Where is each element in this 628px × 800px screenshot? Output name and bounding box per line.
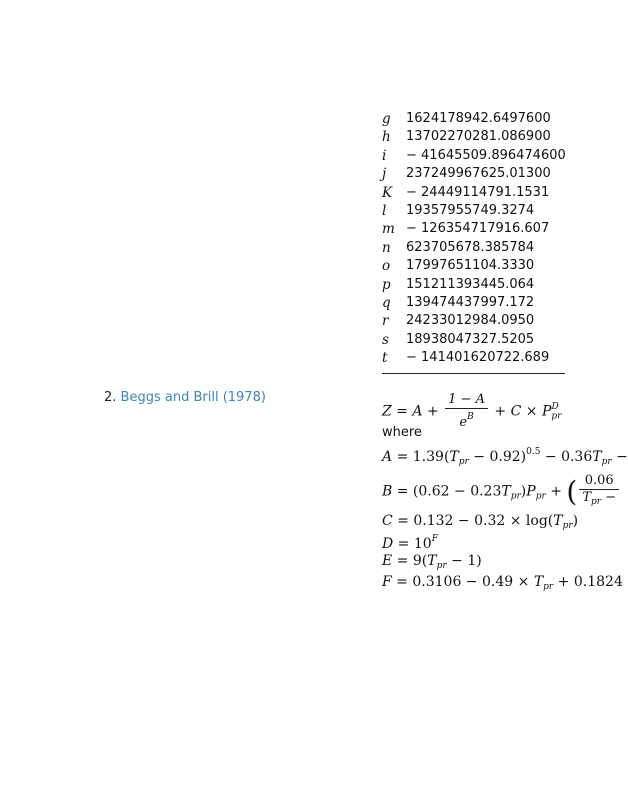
c-coef-2: 0.32: [474, 513, 506, 529]
coefficient-value: 24233012984.0950: [406, 313, 535, 329]
coefficient-value: 139474437997.172: [406, 294, 535, 310]
z-fraction: $\frac{1 - A}{e^B}$: [445, 392, 488, 431]
coefficient-name: q: [382, 294, 391, 311]
coefficient-row: [382, 294, 566, 312]
coefficient-name: o: [382, 258, 391, 275]
b-equation: $B = (0.62 - 0.23T_{pr})P_{pr}$ + ( $\frac{0.06}{T_{pr} -}$: [382, 473, 621, 510]
f-coef-2: 0.49: [482, 574, 514, 590]
b-fraction: $\frac{0.06}{T_{pr} -}$: [579, 473, 619, 510]
z-equation: Z = A + $\frac{1 - A}{e^B}$ + $C \times P_{pr}^D$: [382, 392, 562, 430]
coefficient-table: [382, 110, 566, 367]
coefficient-row: [382, 202, 566, 220]
coefficient-row: [382, 331, 566, 349]
coefficient-name: s: [382, 331, 389, 348]
coefficient-row: [382, 349, 566, 367]
f-coef-3: 0.1824: [573, 574, 623, 590]
coefficient-row: [382, 128, 566, 146]
coefficient-value: 13702270281.086900: [406, 129, 551, 145]
coefficient-value: − 141401620722.689: [406, 350, 550, 366]
coefficient-row: [382, 147, 566, 165]
coefficient-name: r: [382, 313, 389, 330]
coefficient-name: n: [382, 239, 391, 256]
e-coef-2: 1: [467, 553, 477, 569]
e-equation: $E = 9(T_{pr} - 1)$: [382, 553, 482, 571]
e-coef: 9: [412, 553, 422, 569]
d-base: 10: [413, 536, 432, 552]
f-coef-1: 0.3106: [412, 574, 462, 590]
coefficient-row: [382, 220, 566, 238]
where-label: where: [382, 425, 422, 440]
a-exponent: 0.5: [526, 447, 541, 457]
reference-item: [104, 390, 266, 405]
coefficient-name: p: [382, 276, 391, 293]
coefficient-value: − 24449114791.1531: [406, 184, 550, 200]
coefficient-name: m: [382, 221, 395, 238]
coefficient-value: − 126354717916.607: [406, 221, 550, 237]
coefficient-value: 18938047327.5205: [406, 331, 535, 347]
reference-number: 2.: [104, 390, 117, 405]
table-bottom-rule: [382, 373, 565, 374]
coefficient-row: [382, 276, 566, 294]
coefficient-value: 623705678.385784: [406, 239, 535, 255]
coefficient-value: 19357955749.3274: [406, 202, 535, 218]
c-equation: $C = 0.132 - 0.32 \times \log(T_{pr})$: [382, 513, 579, 531]
coefficient-name: i: [382, 147, 387, 164]
coefficient-value: 151211393445.064: [406, 276, 535, 292]
b-coef-1: 0.62: [418, 483, 450, 500]
b-coef-2: 0.23: [470, 483, 502, 500]
coefficient-row: [382, 110, 566, 128]
c-log-func: log: [525, 513, 548, 529]
c-coef-1: 0.132: [413, 513, 454, 529]
coefficient-value: 1624178942.6497600: [406, 111, 551, 126]
z-fraction-numerator: 1 − A: [445, 392, 488, 409]
coefficient-value: 237249967625.01300: [406, 166, 551, 182]
coefficient-row: [382, 165, 566, 183]
coefficient-name: h: [382, 129, 391, 146]
coefficient-name: j: [382, 166, 387, 183]
a-coef-2: 0.92: [489, 449, 521, 465]
coefficient-row: [382, 257, 566, 275]
reference-link[interactable]: Beggs and Brill (1978): [120, 390, 266, 405]
b-fraction-numerator: 0.06: [579, 473, 619, 490]
a-coef-3: 0.36: [561, 449, 593, 465]
coefficient-value: 17997651104.3330: [406, 258, 535, 274]
f-equation: $F = 0.3106 - 0.49 \times T_{pr} + 0.1824$: [382, 574, 623, 592]
coefficient-name: t: [382, 350, 388, 367]
coefficient-name: K: [382, 184, 393, 201]
a-coef-1: 1.39: [412, 449, 444, 465]
a-equation: $A = 1.39(T_{pr} - 0.92)^{0.5} - 0.36T_{pr}$ −: [382, 447, 628, 467]
d-equation: $D = 10^F$: [382, 534, 438, 552]
coefficient-row: [382, 184, 566, 202]
coefficient-row: [382, 239, 566, 257]
coefficient-name: g: [382, 111, 391, 127]
coefficient-name: l: [382, 202, 387, 219]
coefficient-value: − 41645509.896474600: [406, 147, 566, 163]
coefficient-row: [382, 312, 566, 330]
